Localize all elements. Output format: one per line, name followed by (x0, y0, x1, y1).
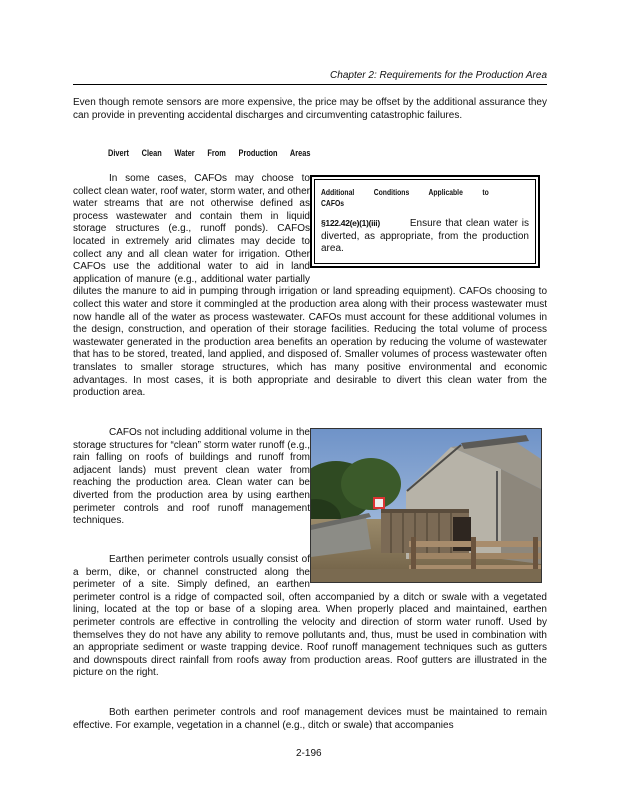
chapter-header: Chapter 2: Requirements for the Production Area (73, 70, 547, 85)
paragraph-3-text: CAFOs not including additional volume in the storage structures for “clean” storm water runoff (e.g., rain falling on roofs of buildings and runoff from adjacent lands) must prevent clean water from reaching the production area. Clean water can be diverted from the production area by using earthen perimeter controls and roof runoff management techniques. (73, 427, 310, 527)
barn-roof-gutter-photo (310, 428, 542, 583)
paragraph-2 (73, 173, 547, 400)
paragraph-5-text: Both earthen perimeter controls and roof management devices must be maintained to remain effective. For example, vegetation in a channel (e.g., ditch or swale) that accompanies (73, 707, 547, 731)
sidebar-float-spacer (310, 173, 547, 277)
sidebar-box-title: Additional Conditions Applicable to CAFOs (321, 187, 489, 208)
paragraph-4-text: Earthen perimeter controls usually consist of a berm, dike, or channel constructed along the perimeter of a site. Simply defined, an earthen perimeter control is a ridge of compacted soil, often accompanied by a ditch or swale with a vegetated lining, located at the top or base of a sloping area. When properly placed and maintained, earthen perimeter controls are effective in controlling the velocity and direction of storm water runoff. Used by themselves they do not have any ability to remove pollutants and, thus, must be used in combination with an appropriate sediment or waste trapping device. Roof runoff management techniques such as gutters and downspouts direct rainfall from roofs away from production areas. Roof gutters are illustrated in the picture on the right. (73, 554, 547, 679)
barn-photo-illustration (311, 429, 541, 582)
regulation-citation: §122.42(e)(1)(iii) (321, 218, 380, 228)
page-number: 2-196 (296, 748, 322, 759)
section-heading: Divert Clean Water From Production Areas (108, 148, 311, 158)
intro-paragraph: Even though remote sensors are more expensive, the price may be offset by the additional assurance they can provide in preventing accidental discharges and circumventing catastrophic failures. (73, 97, 547, 121)
paragraph-2-text: In some cases, CAFOs may choose to collect clean water, roof water, storm water, and other water streams that are not otherwise defined as process wastewater and contain them in liquid storage structures (e.g., runoff ponds). CAFOs located in extremely arid climates may decide to collect any and all clean water for irrigation. Other CAFOs use the additional water to aid in land application of manure (e.g., additional water partially dilutes the manure to aid in pumping through irrigation or land spreading equipment). CAFOs choosing to collect this water and store it commingled at the production area along with their process wastewater must now handle all of the water as process wastewater. CAFOs must account for these additional volumes in the design, construction, and operation of their storage facilities. Reducing the total volume of process wastewater generated in the production area benefits an operation by reducing the volume of wastewater that has to be stored, treated, land applied, and disposed of. Smaller volumes of process wastewater often translates to smaller storage structures, which has many positive environmental and economic advantages. In most cases, it is both appropriate and desirable to divert this clean water from the production area. (73, 173, 547, 399)
paragraph-5 (73, 707, 547, 732)
sidebar-box-text: Ensure that clean water is diverted, as appropriate, from the production area. (321, 218, 529, 255)
